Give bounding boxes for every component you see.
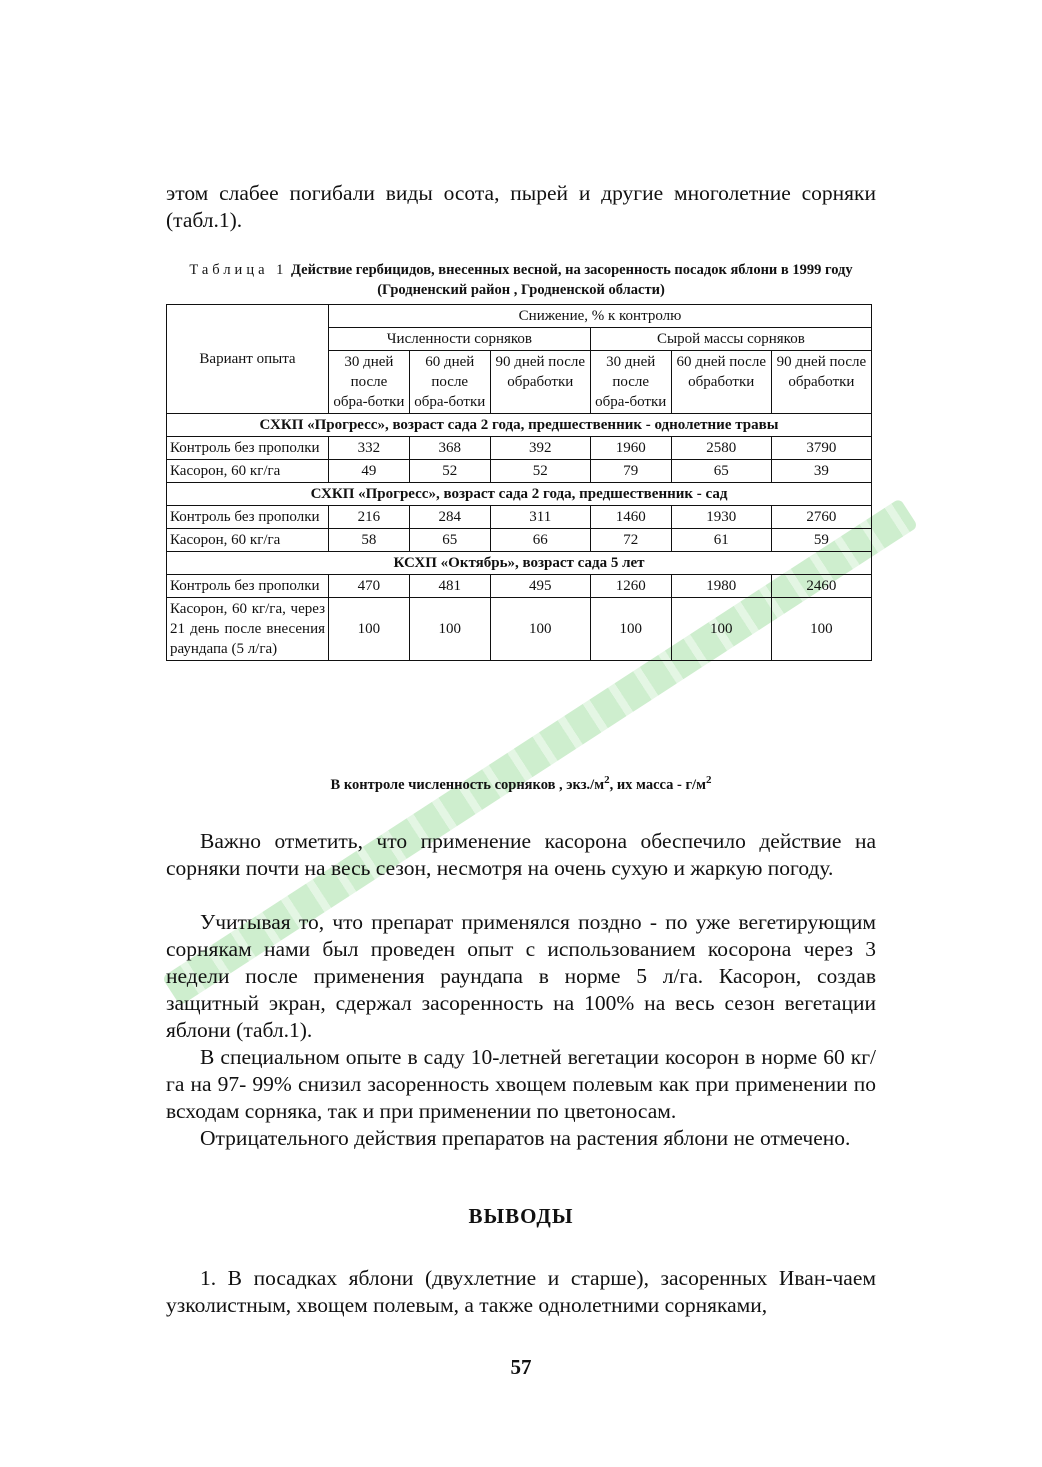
table-note <box>166 774 876 794</box>
section-heading: ВЫВОДЫ <box>468 1204 574 1228</box>
table-cell: 2760 <box>771 506 871 529</box>
table-cell: 332 <box>329 437 410 460</box>
row-label: Контроль без прополки <box>167 506 329 529</box>
page-number: 57 <box>510 1355 532 1379</box>
table-cell: 72 <box>590 529 671 552</box>
header-variant: Вариант опыта <box>167 305 329 414</box>
body-paragraph: В специальном опыте в саду 10-летней вегетации косорон в норме 60 кг/га на 97- 99% снизил засоренность хвощем полевым как при применении по всходам сорняка, так и при применении по цветоносам. <box>166 1045 876 1123</box>
table-cell: 100 <box>329 598 410 661</box>
table-caption <box>166 260 876 300</box>
table-caption-text: Действие гербицидов, внесенных весной, на засоренность посадок яблони в 1999 году (Гродненский район , Гродненской области) <box>291 262 853 298</box>
row-label: Касорон, 60 кг/га, через 21 день после внесения раундапа (5 л/га) <box>167 598 329 661</box>
table-cell: 66 <box>490 529 590 552</box>
table-note-main: В контроле численность сорняков , экз./м <box>330 776 605 793</box>
table-cell: 1460 <box>590 506 671 529</box>
table-cell: 311 <box>490 506 590 529</box>
table-cell: 61 <box>671 529 771 552</box>
table-cell: 49 <box>329 460 410 483</box>
table-cell: 58 <box>329 529 410 552</box>
table-cell: 52 <box>409 460 490 483</box>
table-cell: 100 <box>409 598 490 661</box>
table-cell: 100 <box>590 598 671 661</box>
row-label: Контроль без прополки <box>167 437 329 460</box>
body-paragraph: Учитывая то, что препарат применялся поздно - по уже вегетирующим сорнякам нами был проведен опыт с использованием косорона через 3 недели после применения раундапа в норме 5 л/га. Касорон, создав защитный экран, сдержал засоренность на 100% на весь сезон вегетации яблони (табл.1). <box>166 910 876 1042</box>
subheader-cell: 60 дней после обработки <box>671 351 771 414</box>
table-cell: 3790 <box>771 437 871 460</box>
table-cell: 470 <box>329 575 410 598</box>
table-cell: 1960 <box>590 437 671 460</box>
intro-paragraph: этом слабее погибали виды осота, пырей и другие многолетние сорняки (табл.1). <box>166 181 876 232</box>
conclusion-paragraph: 1. В посадках яблони (двухлетние и старше), засоренных Иван-чаем узколистным, хвощем полевым, а также однолетними сорняками, <box>166 1266 876 1317</box>
table-cell: 2460 <box>771 575 871 598</box>
table-cell: 392 <box>490 437 590 460</box>
subheader-cell: 90 дней после обработки <box>490 351 590 414</box>
header-mass: Сырой массы сорняков <box>590 328 871 351</box>
table-cell: 39 <box>771 460 871 483</box>
body-paragraph: Важно отметить, что применение касорона обеспечило действие на сорняки почти на весь сезон, несмотря на очень сухую и жаркую погоду. <box>166 829 876 880</box>
table-note-mid: , их масса - г/м <box>609 776 706 793</box>
row-label: Контроль без прополки <box>167 575 329 598</box>
header-count: Численности сорняков <box>329 328 591 351</box>
header-reduction: Снижение, % к контролю <box>329 305 872 328</box>
table-caption-lead: Таблица 1 <box>189 262 288 278</box>
table-cell: 368 <box>409 437 490 460</box>
subheader-cell: 60 дней после обра-ботки <box>409 351 490 414</box>
table-cell: 100 <box>671 598 771 661</box>
group-title: СХКП «Прогресс», возраст сада 2 года, предшественник - сад <box>167 483 872 506</box>
table-note-sup: 2 <box>604 774 610 786</box>
table-cell: 216 <box>329 506 410 529</box>
table-cell: 79 <box>590 460 671 483</box>
table-cell: 1260 <box>590 575 671 598</box>
table-cell: 284 <box>409 506 490 529</box>
row-label: Касорон, 60 кг/га <box>167 529 329 552</box>
subheader-cell: 30 дней после обра-ботки <box>329 351 410 414</box>
table-cell: 65 <box>409 529 490 552</box>
group-title: СХКП «Прогресс», возраст сада 2 года, предшественник - однолетние травы <box>167 414 872 437</box>
table-cell: 2580 <box>671 437 771 460</box>
table-cell: 481 <box>409 575 490 598</box>
table-cell: 100 <box>771 598 871 661</box>
row-label: Касорон, 60 кг/га <box>167 460 329 483</box>
table-cell: 100 <box>490 598 590 661</box>
group-title: КСХП «Октябрь», возраст сада 5 лет <box>167 552 872 575</box>
subheader-cell: 90 дней после обработки <box>771 351 871 414</box>
table-cell: 59 <box>771 529 871 552</box>
table-cell: 52 <box>490 460 590 483</box>
body-paragraph: Отрицательного действия препаратов на растения яблони не отмечено. <box>200 1126 851 1150</box>
subheader-cell: 30 дней после обра-ботки <box>590 351 671 414</box>
table-note-sup: 2 <box>705 774 712 786</box>
table-cell: 495 <box>490 575 590 598</box>
table-cell: 1930 <box>671 506 771 529</box>
data-table <box>166 304 872 661</box>
table-cell: 1980 <box>671 575 771 598</box>
table-cell: 65 <box>671 460 771 483</box>
